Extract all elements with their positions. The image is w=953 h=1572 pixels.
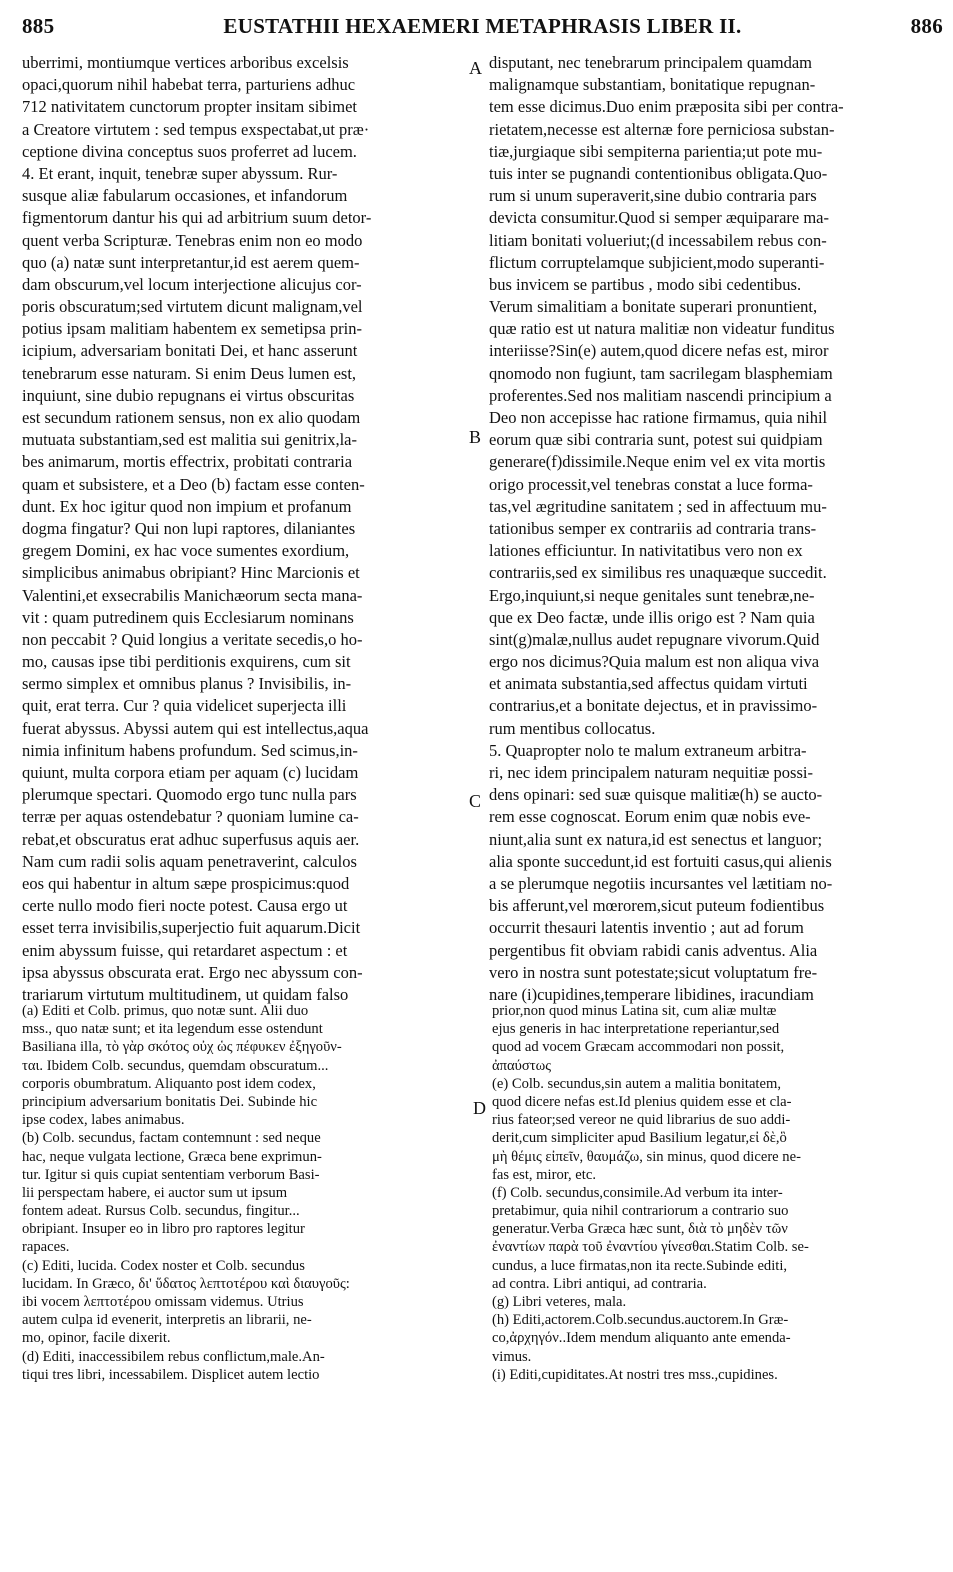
- text-line: devicta consumitur.Quod si semper æquiparare ma-: [489, 208, 829, 228]
- footnote-line: (e) Colb. secundus,sin autem a malitia bonitatem,: [492, 1075, 781, 1092]
- text-line: certe nullo modo fieri nocte potest. Causa ergo ut: [22, 896, 348, 916]
- footnote-line: (f) Colb. secundus,consimile.Ad verbum ita inter-: [492, 1184, 783, 1201]
- text-line: terræ per aquas ostendebatur ? quoniam lumine ca-: [22, 807, 359, 827]
- footnote-line: (h) Editi,actorem.Colb.secundus.auctorem.In Græ-: [492, 1312, 789, 1329]
- text-line: trariarum virtutum multitudinem, ut quidam falso: [22, 984, 349, 1004]
- text-line: et animata substantia,sed affectus quidam virtuti: [489, 674, 808, 694]
- footnote-line: (b) Colb. secundus, factam contemnunt : sed neque: [22, 1130, 321, 1147]
- text-line: dunt. Ex hoc igitur quod non impium et profanum: [22, 496, 352, 516]
- footnote-line: co,ἀρχηγόν..Idem mendum aliquanto ante emenda-: [492, 1330, 791, 1347]
- footnote-line: rapaces.: [22, 1239, 70, 1256]
- footnote-line: tur. Igitur si quis cupiat sententiam verborum Basi-: [22, 1166, 320, 1183]
- text-line: ri, nec idem principalem naturam nequitiæ possi-: [489, 763, 813, 782]
- text-line: contrarius,et a bonitate dejectus, et in pravissimo-: [489, 696, 818, 716]
- footnote-line: prior,non quod minus Latina sit, cum aliæ multæ: [492, 1003, 777, 1019]
- margin-letter-b: B: [469, 427, 482, 447]
- text-line: sint(g)malæ,nullus audet repugnare vivorum.Quid: [489, 629, 820, 649]
- text-line: contrariis,sed ex similibus res unaquæque succedit.: [489, 563, 827, 583]
- right-footnotes: [492, 1002, 936, 1384]
- right-text-column: [489, 52, 935, 1006]
- text-line: tationibus semper ex contrariis ad contraria trans-: [489, 518, 817, 538]
- text-line: Verum simalitiam a bonitate superari pronuntient,: [489, 297, 818, 317]
- left-text-column: [22, 52, 466, 1006]
- footnote-line: lucidam. In Græco, δι' ὕδατος λεπτοτέρου καὶ διαυγοῦς:: [22, 1275, 350, 1292]
- margin-letter-d: D: [473, 1098, 486, 1118]
- text-line: nare (i)cupidines,temperare libidines, iracundiam: [489, 984, 814, 1004]
- footnote-line: ipse codex, labes animabus.: [22, 1112, 185, 1129]
- text-line: vero in nostra sunt potestate;sicut voluptatum fre-: [489, 962, 818, 982]
- footnote-line: ejus generis in hac interpretatione reperiantur,sed: [492, 1021, 780, 1038]
- text-line: bes animarum, mortis effectrix, probitati contraria: [22, 452, 353, 472]
- footnote-line: cundus, a luce firmatas,non ita recte.Subinde editi,: [492, 1257, 788, 1274]
- text-line: potius ipsam malitiam habentem ex semetipsa prin-: [22, 319, 363, 339]
- text-line: litiam bonitati volueriut;(d incessabilem rebus con-: [489, 230, 827, 250]
- text-line: tem esse dicimus.Duo enim præposita sibi per contra-: [489, 97, 844, 117]
- text-line: alia sponte succedunt,id est fortuiti casus,qui alienis: [489, 851, 832, 871]
- footnote-line: ἐναντίων παρὰ τοῦ ἐναντίου γίνεσθαι.Statim Colb. se-: [492, 1239, 809, 1256]
- footnote-line: generatur.Verba Græca hæc sunt, διὰ τὸ μηδὲν τῶν: [492, 1221, 788, 1238]
- text-line: ipsa abyssus obscurata erat. Ergo nec abyssum con-: [22, 962, 363, 982]
- text-line: eos qui habentur in altum sæpe prospicimus:quod: [22, 873, 350, 893]
- text-line: plerumque spectari. Quomodo ergo tunc nulla pars: [22, 785, 357, 805]
- footnote-line: (a) Editi et Colb. primus, quo notæ sunt. Alii duo: [22, 1003, 309, 1019]
- text-line: dens opinari: sed suæ quisque malitiæ(h) se aucto-: [489, 785, 823, 805]
- running-title: EUSTATHII HEXAEMERI METAPHRASIS LIBER II.: [223, 14, 742, 38]
- footnote-line: (c) Editi, lucida. Codex noster et Colb. secundus: [22, 1257, 305, 1274]
- footnote-line: quod ad vocem Græcam accommodari non possit,: [492, 1039, 785, 1056]
- text-line: est secundum rationem sensus, non ex alio quodam: [22, 408, 361, 427]
- text-line: lationes efficiuntur. In nativitatibus vero non ex: [489, 541, 803, 561]
- text-line: 5. Quapropter nolo te malum extraneum arbitra-: [489, 740, 807, 760]
- text-line: opaci,quorum nihil habebat terra, parturiens adhuc: [22, 75, 356, 95]
- footnote-line: ibi vocem λεπτοτέρου omissam videmus. Utrius: [22, 1294, 304, 1310]
- text-line: non peccabit ? Quid longius a veritate secedis,o ho-: [22, 629, 363, 649]
- footnote-line: (i) Editi,cupiditates.At nostri tres mss.,cupidines.: [492, 1366, 778, 1383]
- footnote-line: rius fateor;sed vereor ne quid librarius de suo addi-: [492, 1112, 791, 1129]
- margin-letter-c: C: [469, 791, 482, 811]
- footnote-line: corporis obumbratum. Aliquanto post idem codex,: [22, 1075, 316, 1092]
- left-footnotes: [22, 1002, 470, 1384]
- footnote-line: vimus.: [492, 1348, 532, 1365]
- text-line: enim abyssum fuisse, qui retardaret aspectum : et: [22, 940, 348, 960]
- text-line: quæ ratio est ut natura malitiæ non videatur funditus: [489, 319, 835, 339]
- running-header: [22, 14, 943, 44]
- text-line: esset terra invisibilis,superjectio fuit aquarum.Dicit: [22, 918, 361, 938]
- text-line: pergentibus fit obviam rabidi canis adventus. Alia: [489, 940, 818, 960]
- text-line: que ex Deo factæ, unde illis origo est ? Nam quia: [489, 607, 815, 627]
- footnote-line: pretabimur, quia nihil contrariorum a contrario suo: [492, 1203, 789, 1220]
- text-line: qnomodo non fugiunt, tam sacrilegam blasphemiam: [489, 363, 833, 383]
- text-line: quent verba Scripturæ. Tenebras enim non eo modo: [22, 230, 363, 250]
- text-line: tenebrarum esse naturam. Si enim Deus lumen est,: [22, 363, 357, 383]
- text-line: tiæ,jurgiaque sibi sempiterna parientia;ut pote mu-: [489, 141, 823, 161]
- text-line: Ergo,inquiunt,si neque genitales sunt tenebræ,ne-: [489, 585, 815, 605]
- text-line: flictum corruptelamque subjicient,modo superanti-: [489, 252, 825, 272]
- text-line: a se plerumque negotiis incursantes vel lætitiam no-: [489, 873, 833, 893]
- footnote-line: principium adversarium bonitatis Dei. Subinde hic: [22, 1093, 318, 1110]
- text-line: rum si unum superaverit,sine dubio contraria pars: [489, 186, 817, 206]
- text-line: susque aliæ fabularum occasiones, et infandorum: [22, 186, 348, 206]
- text-line: 4. Et erant, inquit, tenebræ super abyssum. Rur-: [22, 163, 338, 183]
- footnote-line: ἀπαύστως: [492, 1057, 552, 1074]
- text-line: occurrit thesauri latentis inventio ; aut ad forum: [489, 918, 804, 938]
- footnote-line: (d) Editi, inaccessibilem rebus conflictum,male.An-: [22, 1348, 325, 1365]
- footnote-line: derit,cum simpliciter apud Basilium legatur,εἰ δὲ,ὃ: [492, 1130, 787, 1147]
- text-line: 712 nativitatem cunctorum propter insitam sibimet: [22, 97, 357, 117]
- footnote-line: ται. Ibidem Colb. secundus, quemdam obscuratum...: [22, 1057, 329, 1074]
- text-line: tas,vel ægritudine sanitatem ; sed in affectuum mu-: [489, 496, 827, 516]
- footnote-line: fontem adeat. Rursus Colb. secundus, fingitur...: [22, 1203, 300, 1220]
- text-line: origo processit,vel tenebras constat a luce forma-: [489, 474, 813, 494]
- footnote-line: Basiliana illa, τὸ γὰρ σκότος οὐχ ὡς πέφυκεν ἐξηγοῦν-: [22, 1039, 342, 1056]
- text-line: icipium, adversariam bonitati Dei, et hanc asserunt: [22, 341, 358, 361]
- text-line: quam et subsistere, et a Deo (b) factam esse conten-: [22, 474, 365, 494]
- text-line: Deo non accepisse hac ratione firmamus, quia nihil: [489, 408, 828, 427]
- text-line: inquiunt, sine dubio repugnans ei virtus obscuritas: [22, 385, 355, 405]
- text-line: gregem Domini, ex hac voce sumentes exordium,: [22, 541, 350, 561]
- text-line: ceptione divina conceptus suos proferret ad lucem.: [22, 141, 357, 161]
- text-line: tuis inter se pugnandi contentionibus obligata.Quo-: [489, 163, 828, 183]
- text-line: mo, causas ipse tibi perditionis exquirens, cum sit: [22, 652, 351, 672]
- text-line: quo (a) natæ sunt interpretantur,id est aerem quem-: [22, 252, 360, 272]
- footnote-line: μὴ θέμις εἰπεῖν, θαυμάζω, sin minus, quod dicere ne-: [492, 1148, 801, 1165]
- text-line: rem esse cognoscat. Eorum enim quæ nobis eve-: [489, 807, 811, 827]
- footnote-line: mss., quo natæ sunt; et ita legendum esse ostendunt: [22, 1021, 323, 1038]
- text-line: bis afferunt,vel mœrorem,sicut puteum fodientibus: [489, 896, 825, 916]
- footnote-line: obripiant. Insuper eo in libro pro raptores legitur: [22, 1221, 305, 1238]
- text-line: quit, erat terra. Cur ? quia videlicet superjecta illi: [22, 696, 347, 716]
- footnote-line: autem culpa id evenerit, interpretis an librarii, ne-: [22, 1312, 312, 1329]
- footnote-line: fas est, miror, etc.: [492, 1166, 596, 1183]
- text-line: interiisse?Sin(e) autem,quod dicere nefas est, miror: [489, 341, 829, 361]
- text-line: rietatem,necesse est alternæ fore perniciosa substan-: [489, 119, 835, 139]
- text-line: proferentes.Sed nos malitiam nascendi principium a: [489, 385, 832, 405]
- text-line: dam obscurum,vel locum interjectione alicujus cor-: [22, 274, 362, 294]
- text-line: bus invicem se partibus , modo sibi cedentibus.: [489, 274, 802, 294]
- footnote-line: (g) Libri veteres, mala.: [492, 1294, 627, 1310]
- text-line: uberrimi, montiumque vertices arboribus excelsis: [22, 53, 349, 72]
- text-line: quiunt, multa corpora etiam per aquam (c) lucidam: [22, 763, 359, 782]
- text-line: Nam cum radii solis aquam penetraverint, calculos: [22, 851, 357, 871]
- text-line: disputant, nec tenebrarum principalem quamdam: [489, 53, 813, 72]
- text-line: malignamque substantiam, bonitatique repugnan-: [489, 75, 816, 95]
- text-line: ergo nos dicimus?Quia malum est non aliqua viva: [489, 652, 820, 672]
- text-line: rebat,et obscuratus erat adhuc superfusus aquis aer.: [22, 829, 360, 849]
- footnote-line: quod dicere nefas est.Id plenius quidem esse et cla-: [492, 1093, 792, 1110]
- text-line: Valentini,et exsecrabilis Manichæorum secta mana-: [22, 585, 363, 605]
- text-line: dogma fingatur? Qui non lupi raptores, dilaniantes: [22, 518, 356, 538]
- page-number-right: 886: [910, 14, 943, 38]
- footnote-line: ad contra. Libri antiqui, ad contraria.: [492, 1275, 707, 1292]
- text-line: rum mentibus collocatus.: [489, 718, 656, 738]
- text-line: eorum quæ sibi contraria sunt, potest sui quidpiam: [489, 430, 823, 450]
- footnote-line: mo, opinor, facile dixerit.: [22, 1330, 171, 1347]
- text-line: a Creatore virtutem : sed tempus exspectabat,ut præ·: [22, 119, 370, 139]
- text-line: nimia infinitum habens profundum. Sed scimus,in-: [22, 740, 358, 760]
- footnote-line: lii perspectam habere, ei auctor sum ut ipsum: [22, 1184, 288, 1201]
- text-line: mutuata substantiam,sed est malitia sui genitrix,la-: [22, 430, 357, 450]
- footnote-line: tiqui tres libri, incessabilem. Displicet autem lectio: [22, 1366, 320, 1383]
- page-number-left: 885: [22, 14, 55, 38]
- text-line: fuerat abyssus. Abyssi autem qui est intellectus,aqua: [22, 718, 369, 738]
- text-line: niunt,alia sunt ex natura,id est senectus et languor;: [489, 829, 823, 849]
- text-line: poris obscuratum;sed virtutem dicunt malignam,vel: [22, 297, 363, 317]
- text-line: generare(f)dissimile.Neque enim vel ex vita mortis: [489, 452, 826, 472]
- text-line: simplicibus animabus obripiant? Hinc Marcionis et: [22, 563, 360, 583]
- text-line: sermo simplex et omnibus planus ? Invisibilis, in-: [22, 674, 352, 694]
- margin-letter-a: A: [469, 58, 482, 78]
- text-line: vit : quam putredinem quis Ecclesiarum nominans: [22, 607, 354, 627]
- footnote-line: hac, neque vulgata lectione, Græca bene exprimun-: [22, 1148, 322, 1165]
- text-line: figmentorum dantur his qui ad arbitrium suum detor-: [22, 208, 372, 228]
